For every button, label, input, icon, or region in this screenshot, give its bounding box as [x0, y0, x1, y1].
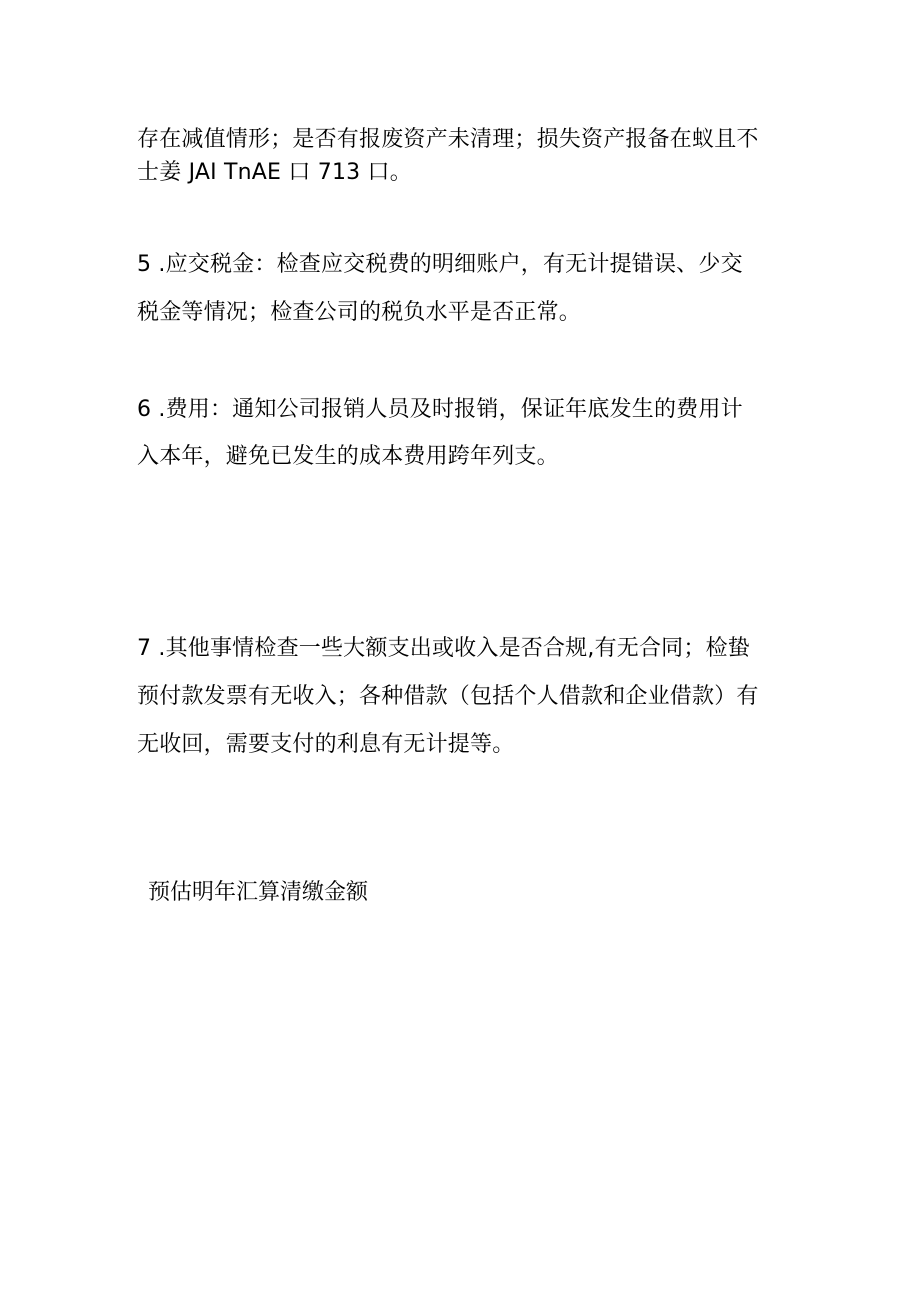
paragraph-1-line-1: 存在减值情形；是否有报废资产未清理；损失资产报备在蚁且不 — [137, 127, 759, 152]
paragraph-3-line-1: 6 .费用：通知公司报销人员及时报销，保证年底发生的费用计 — [137, 397, 743, 422]
paragraph-4-line-2: 预付款发票有无收入；各种借款（包括个人借款和企业借款）有 — [137, 684, 759, 709]
paragraph-3-line-2: 入本年，避免已发生的成本费用跨年列支。 — [137, 444, 559, 469]
paragraph-2-line-2: 税金等情况；检查公司的税负水平是否正常。 — [137, 300, 582, 325]
section-heading: 预估明年汇算清缴金额 — [148, 880, 369, 905]
paragraph-4-line-3: 无收回，需要支付的利息有无计提等。 — [137, 732, 515, 757]
paragraph-1-line-2: 士姜 JAI TnAE 口 713 口。 — [137, 160, 412, 185]
paragraph-2-line-1: 5 .应交税金：检查应交税费的明细账户，有无计提错误、少交 — [137, 252, 743, 277]
paragraph-4-line-1: 7 .其他事情检查一些大额支出或收入是否合规,有无合同；检蛰 — [137, 636, 750, 661]
